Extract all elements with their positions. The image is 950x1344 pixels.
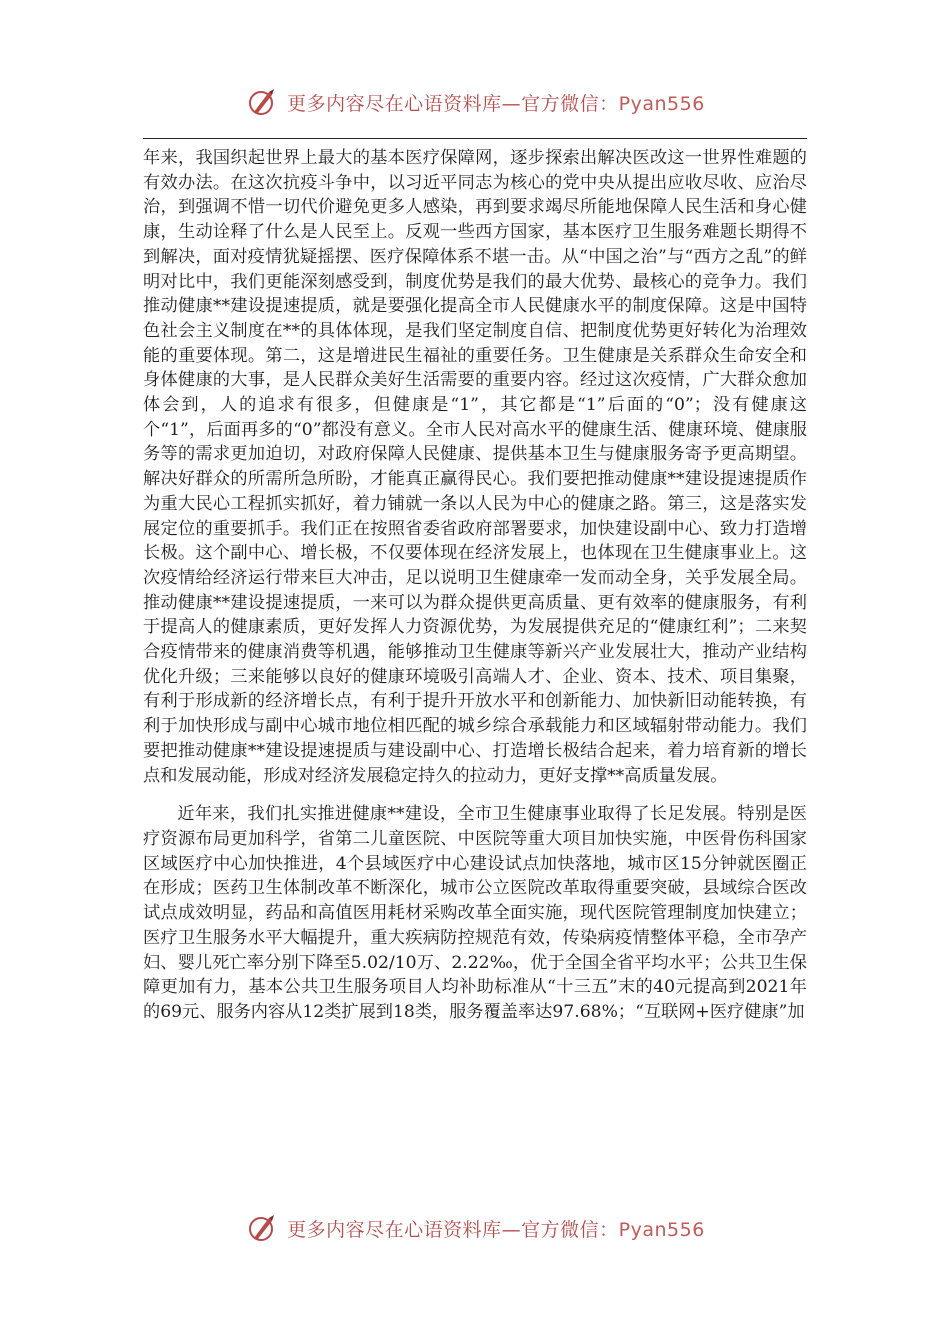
footer-wechat-id: Pyan556 xyxy=(618,1218,705,1241)
header-wechat-id: Pyan556 xyxy=(618,92,705,115)
header-banner xyxy=(0,82,950,122)
footer-banner-label: 更多内容尽在心语资料库—官方微信： xyxy=(287,1218,619,1241)
document-body xyxy=(143,146,807,1025)
quill-pen-logo-icon xyxy=(245,86,277,118)
quill-pen-logo-icon xyxy=(245,1212,277,1244)
header-banner-label: 更多内容尽在心语资料库—官方微信： xyxy=(287,92,619,115)
header-banner-text xyxy=(287,89,705,116)
footer-banner xyxy=(0,1208,950,1248)
footer-banner-text xyxy=(287,1215,705,1242)
body-paragraph-2: 近年来，我们扎实推进健康**建设，全市卫生健康事业取得了长足发展。特别是医疗资源布局更加科学，省第二儿童医院、中医院等重大项目加快实施，中医骨伤科国家区域医疗中心加快推进，4个县域医疗中心建设试点加快落地，城市区15分钟就医圈正在形成；医药卫生体制改革不断深化，城市公立医院改革取得重要突破，县域综合医改试点成效明显，药品和高值医用耗材采购改革全面实施，现代医院管理制度加快建立；医疗卫生服务水平大幅提升，重大疾病防控规范有效，传染病疫情整体平稳，全市孕产妇、婴儿死亡率分别下降至5.02/10万、2.22‰，优于全国全省平均水平；公共卫生保障更加有力，基本公共卫生服务项目人均补助标准从“十三五”末的40元提高到2021年的69元、服务内容从12类扩展到18类，服务覆盖率达97.68%；“互联网+医疗健康”加 xyxy=(143,804,807,1022)
body-paragraph-1: 年来，我国织起世界上最大的基本医疗保障网，逐步探索出解决医改这一世界性难题的有效办法。在这次抗疫斗争中，以习近平同志为核心的党中央从提出应收尽收、应治尽治，到强调不惜一切代价避免更多人感染，再到要求竭尽所能地保障人民生活和身心健康，生动诠释了什么是人民至上。反观一些西方国家，基本医疗卫生服务难题长期得不到解决，面对疫情犹疑摇摆、医疗保障体系不堪一击。从“中国之治”与“西方之乱”的鲜明对比中，我们更能深刻感受到，制度优势是我们的最大优势、最核心的竞争力。我们推动健康**建设提速提质，就是要强化提高全市人民健康水平的制度保障。这是中国特色社会主义制度在**的具体体现，是我们坚定制度自信、把制度优势更好转化为治理效能的重要体现。第二，这是增进民生福祉的重要任务。卫生健康是关系群众生命安全和身体健康的大事，是人民群众美好生活需要的重要内容。经过这次疫情，广大群众愈加体会到，人的追求有很多，但健康是“1”，其它都是“1”后面的“0”；没有健康这个“1”，后面再多的“0”都没有意义。全市人民对高水平的健康生活、健康环境、健康服务等的需求更加迫切，对政府保障人民健康、提供基本卫生与健康服务寄予更高期望。解决好群众的所需所急所盼，才能真正赢得民心。我们要把推动健康**建设提速提质作为重大民心工程抓实抓好，着力铺就一条以人民为中心的健康之路。第三，这是落实发展定位的重要抓手。我们正在按照省委省政府部署要求，加快建设副中心、致力打造增长极。这个副中心、增长极，不仅要体现在经济发展上，也体现在卫生健康事业上。这次疫情给经济运行带来巨大冲击，足以说明卫生健康牵一发而动全身，关乎发展全局。推动健康**建设提速提质，一来可以为群众提供更高质量、更有效率的健康服务，有利于提高人的健康素质，更好发挥人力资源优势，为发展提供充足的“健康红利”；二来契合疫情带来的健康消费等机遇，能够推动卫生健康等新兴产业发展壮大，推动产业结构优化升级；三来能够以良好的健康环境吸引高端人才、企业、资本、技术、项目集聚，有利于形成新的经济增长点，有利于提升开放水平和创新能力、加快新旧动能转换，有利于加快形成与副中心城市地位相匹配的城乡综合承载能力和区域辐射带动能力。我们要把推动健康**建设提速提质与建设副中心、打造增长极结合起来，着力培育新的增长点和发展动能，形成对经济发展稳定持久的拉动力，更好支撑**高质量发展。 xyxy=(143,148,807,786)
header-divider xyxy=(143,138,807,139)
